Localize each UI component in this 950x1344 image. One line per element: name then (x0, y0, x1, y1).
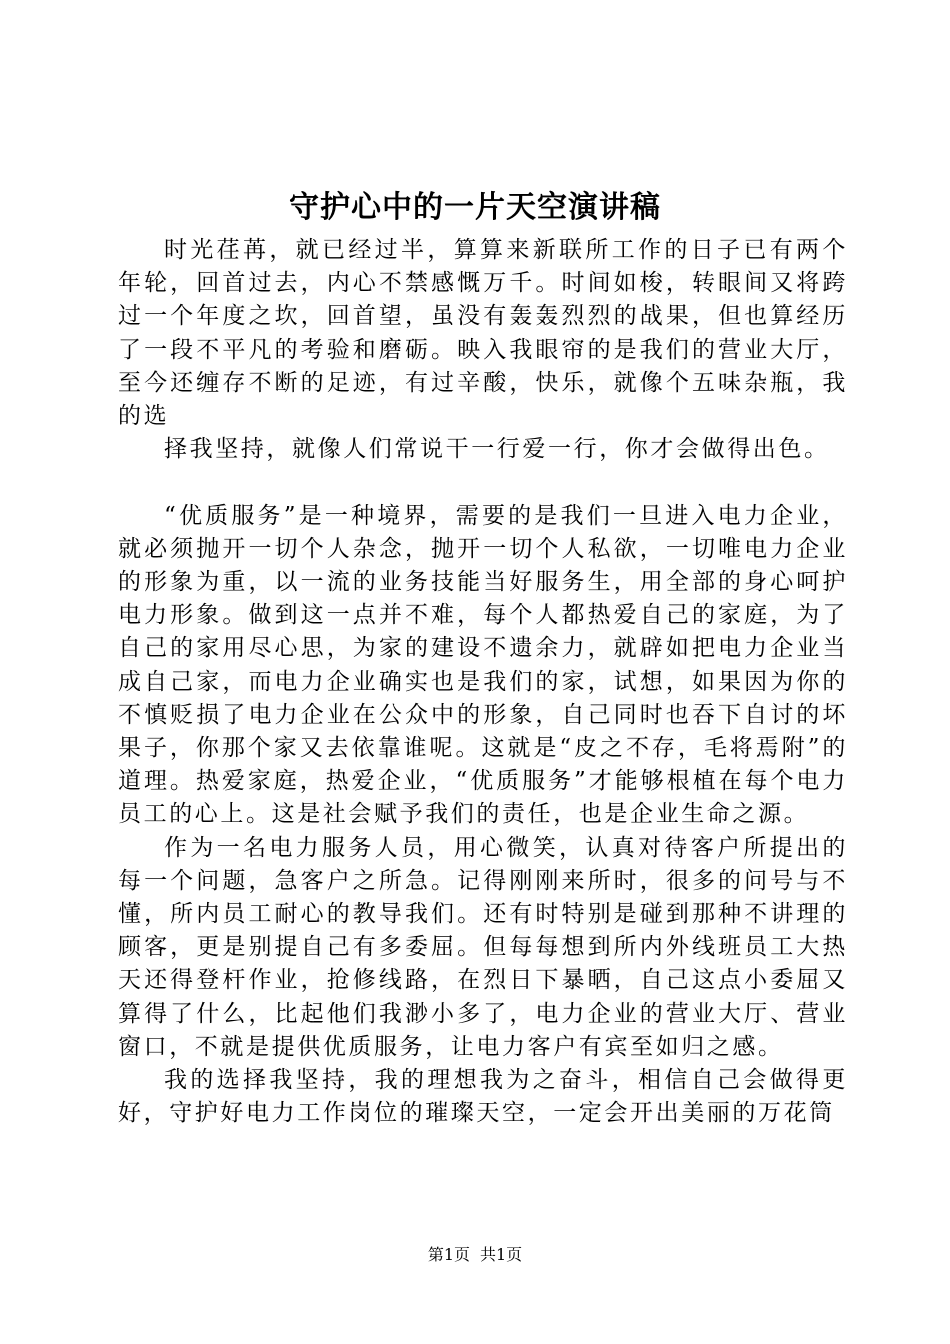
document-title: 守护心中的一片天空演讲稿 (289, 190, 661, 225)
document-body (118, 234, 848, 1130)
paragraph-2: 择我坚持，就像人们常说干一行爱一行，你才会做得出色。 (164, 436, 830, 463)
page-total: 共1页 (480, 1245, 523, 1264)
page-footer (0, 1244, 950, 1266)
paragraph-1: 时光荏苒，就已经过半，算算来新联所工作的日子已有两个年轮，回首过去，内心不禁感慨万千。时间如梭，转眼间又将跨过一个年度之坎，回首望，虽没有轰轰烈烈的战果，但也算经历了一段不平凡的考验和磨砺。映入我眼帘的是我们的营业大厅，至今还缠存不断的足迹，有过辛酸，快乐，就像个五味杂瓶，我的选 (118, 237, 848, 430)
paragraph-4: 作为一名电力服务人员，用心微笑，认真对待客户所提出的每一个问题，急客户之所急。记得刚刚来所时，很多的问号与不懂，所内员工耐心的教导我们。还有时特别是碰到那种不讲理的顾客，更是别提自己有多委屈。但每每想到所内外线班员工大热天还得登杆作业，抢修线路，在烈日下暴晒，自己这点小委屈又算得了什么，比起他们我渺小多了，电力企业的营业大厅、营业窗口，不就是提供优质服务，让电力客户有宾至如归之感。 (118, 834, 848, 1060)
page-number: 第1页 (427, 1245, 470, 1264)
paragraph-5: 我的选择我坚持，我的理想我为之奋斗，相信自己会做得更好，守护好电力工作岗位的璀璨天空，一定会开出美丽的万花筒 (118, 1067, 848, 1127)
paragraph-3: “优质服务”是一种境界，需要的是我们一旦进入电力企业，就必须抛开一切个人杂念，抛开一切个人私欲，一切唯电力企业的形象为重，以一流的业务技能当好服务生，用全部的身心呵护电力形象。做到这一点并不难，每个人都热爱自己的家庭，为了自己的家用尽心思，为家的建设不遗余力，就辟如把电力企业当成自己家，而电力企业确实也是我们的家，试想，如果因为你的不慎贬损了电力企业在公众中的形象，自己同时也吞下自讨的坏果子，你那个家又去依靠谁呢。这就是“皮之不存，毛将焉附”的道理。热爱家庭，热爱企业，“优质服务”才能够根植在每个电力员工的心上。这是社会赋予我们的责任，也是企业生命之源。 (118, 502, 848, 828)
